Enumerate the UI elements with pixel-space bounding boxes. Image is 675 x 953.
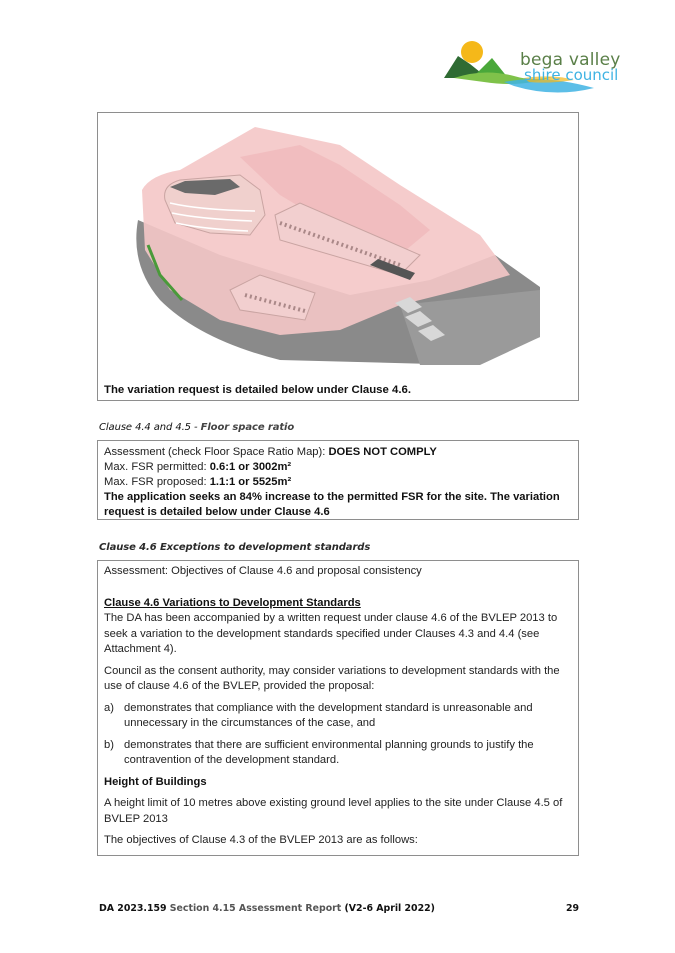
- proposed-label: Max. FSR proposed:: [104, 476, 210, 488]
- list-marker: a): [104, 701, 114, 714]
- fsr-summary: The application seeks an 84% increase to the permitted FSR for the site. The variation request is detailed below under Clause 4.6: [104, 491, 560, 518]
- paragraph-height-limit: A height limit of 10 metres above existing ground level applies to the site under Clause 4.5 of BVLEP 2013: [104, 797, 563, 825]
- assessment-line: Assessment: Objectives of Clause 4.6 and proposal consistency: [104, 565, 422, 577]
- footer-doc-id: DA 2023.159: [99, 903, 170, 914]
- fsr-permitted-line: [104, 460, 572, 475]
- figure-caption: The variation request is detailed below under Clause 4.6.: [104, 384, 412, 396]
- figure-box: [97, 112, 579, 401]
- development-render-image: [100, 115, 576, 373]
- subheading-height-of-buildings: Height of Buildings: [104, 775, 207, 788]
- footer-section: Section 4.15 Assessment Report: [169, 903, 345, 914]
- assessment-label: Assessment (check Floor Space Ratio Map):: [104, 446, 329, 458]
- paragraph-objectives: The objectives of Clause 4.3 of the BVLEP 2013 are as follows:: [104, 834, 418, 846]
- paragraph-council-consent: Council as the consent authority, may consider variations to development standards with the use of clause 4.6 of the BVLEP, provided the proposal:: [104, 664, 560, 692]
- permitted-label: Max. FSR permitted:: [104, 461, 210, 473]
- council-logo: [444, 38, 634, 106]
- heading-clause-label: Clause 4.4 and 4.5 -: [99, 422, 201, 433]
- compliance-status: DOES NOT COMPLY: [328, 446, 437, 458]
- section-heading-clause-4-6: Clause 4.6 Exceptions to development standards: [99, 542, 371, 553]
- proposed-value: 1.1:1 or 5525m²: [209, 476, 292, 488]
- clause-4-6-box: [97, 560, 579, 856]
- logo-text-bega-valley: bega valley: [520, 50, 621, 70]
- fsr-proposed-line: [104, 475, 572, 490]
- footer-version: (V2-6 April 2022): [344, 903, 435, 914]
- page-number: 29: [565, 903, 579, 914]
- logo-text-shire-council: shire council: [524, 66, 619, 84]
- fsr-assessment-line: [104, 445, 572, 460]
- list-text: demonstrates that compliance with the development standard is unreasonable and unnecessary in the circumstances of the case, and: [124, 701, 533, 729]
- paragraph-written-request: The DA has been accompanied by a written request under clause 4.6 of the BVLEP 2013 to seek a variation to the development standards specified under Clauses 4.3 and 4.4 (see Attachment 4).: [104, 612, 558, 655]
- list-text: demonstrates that there are sufficient environmental planning grounds to justify the contravention of the development standard.: [124, 738, 534, 766]
- page-footer: [99, 903, 579, 914]
- permitted-value: 0.6:1 or 3002m²: [209, 461, 292, 473]
- list-item: [104, 701, 572, 732]
- section-heading-fsr: [99, 422, 294, 433]
- list-marker: b): [104, 738, 114, 751]
- fsr-assessment-box: [97, 440, 579, 520]
- heading-clause-topic: Floor space ratio: [200, 422, 295, 433]
- list-item: [104, 738, 572, 769]
- subheading-variations: Clause 4.6 Variations to Development Standards: [104, 596, 361, 609]
